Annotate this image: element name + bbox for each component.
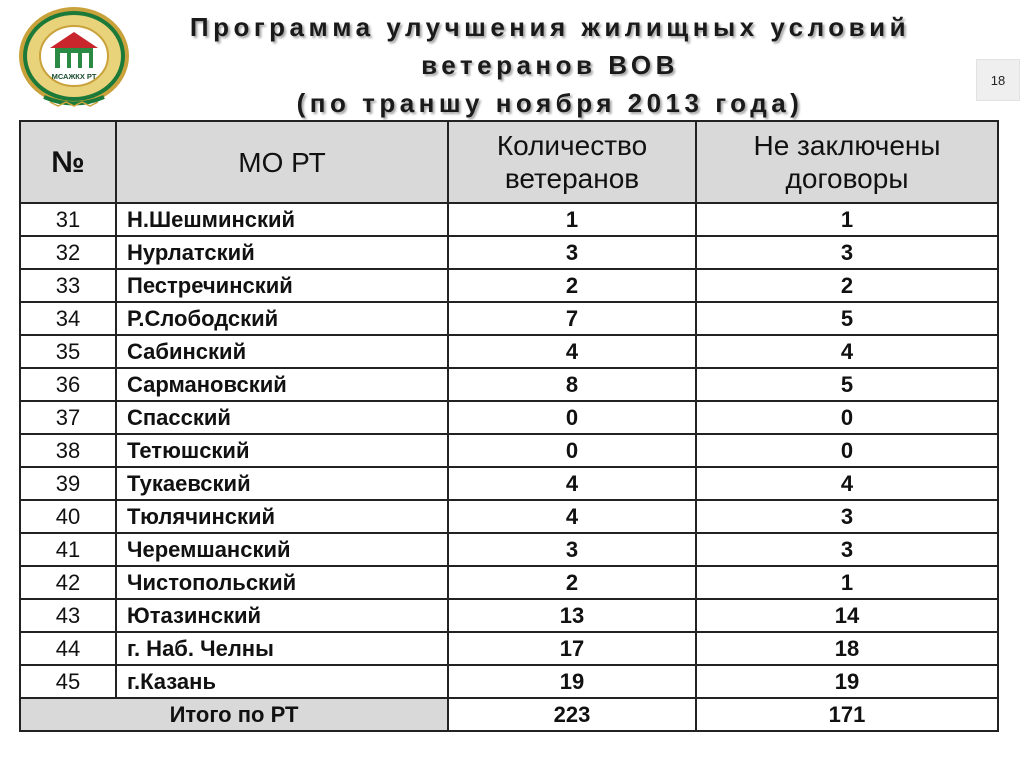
row-veterans: 4 bbox=[448, 467, 696, 500]
row-district: г. Наб. Челны bbox=[116, 632, 448, 665]
table-row bbox=[20, 302, 998, 335]
row-veterans: 0 bbox=[448, 434, 696, 467]
row-not-concluded: 3 bbox=[696, 533, 998, 566]
row-num: 33 bbox=[20, 269, 116, 302]
header-mo: МО РТ bbox=[116, 121, 448, 203]
table-row bbox=[20, 533, 998, 566]
row-veterans: 2 bbox=[448, 269, 696, 302]
row-veterans: 7 bbox=[448, 302, 696, 335]
total-label: Итого по РТ bbox=[20, 698, 448, 731]
row-num: 32 bbox=[20, 236, 116, 269]
title-line-3: (по траншу ноября 2013 года) bbox=[296, 88, 804, 118]
row-num: 38 bbox=[20, 434, 116, 467]
row-num: 40 bbox=[20, 500, 116, 533]
row-num: 39 bbox=[20, 467, 116, 500]
header-not-concluded: Не заключены договоры bbox=[696, 121, 998, 203]
row-num: 36 bbox=[20, 368, 116, 401]
slide-number: 18 bbox=[976, 59, 1020, 101]
total-row bbox=[20, 698, 998, 731]
table-row bbox=[20, 203, 998, 236]
table-row bbox=[20, 401, 998, 434]
row-district: Тюлячинский bbox=[116, 500, 448, 533]
row-district: Тукаевский bbox=[116, 467, 448, 500]
row-district: Н.Шешминский bbox=[116, 203, 448, 236]
row-veterans: 19 bbox=[448, 665, 696, 698]
row-district: Тетюшский bbox=[116, 434, 448, 467]
row-not-concluded: 4 bbox=[696, 335, 998, 368]
row-num: 31 bbox=[20, 203, 116, 236]
row-not-concluded: 18 bbox=[696, 632, 998, 665]
title-line-1: Программа улучшения жилищных условий bbox=[189, 12, 911, 42]
table-row bbox=[20, 665, 998, 698]
row-veterans: 3 bbox=[448, 533, 696, 566]
veterans-table bbox=[19, 120, 999, 732]
table-row bbox=[20, 269, 998, 302]
row-num: 43 bbox=[20, 599, 116, 632]
row-district: Спасский bbox=[116, 401, 448, 434]
table-row bbox=[20, 566, 998, 599]
table-row bbox=[20, 368, 998, 401]
row-veterans: 4 bbox=[448, 335, 696, 368]
row-veterans: 17 bbox=[448, 632, 696, 665]
row-district: Р.Слободский bbox=[116, 302, 448, 335]
row-not-concluded: 0 bbox=[696, 401, 998, 434]
row-district: Пестречинский bbox=[116, 269, 448, 302]
row-not-concluded: 3 bbox=[696, 500, 998, 533]
row-district: Нурлатский bbox=[116, 236, 448, 269]
row-district: Черемшанский bbox=[116, 533, 448, 566]
row-veterans: 1 bbox=[448, 203, 696, 236]
table-header-row bbox=[20, 121, 998, 203]
row-not-concluded: 14 bbox=[696, 599, 998, 632]
logo-emblem bbox=[14, 4, 134, 112]
row-veterans: 2 bbox=[448, 566, 696, 599]
row-district: г.Казань bbox=[116, 665, 448, 698]
total-veterans: 223 bbox=[448, 698, 696, 731]
row-not-concluded: 5 bbox=[696, 368, 998, 401]
row-num: 34 bbox=[20, 302, 116, 335]
row-num: 35 bbox=[20, 335, 116, 368]
row-not-concluded: 1 bbox=[696, 566, 998, 599]
row-num: 44 bbox=[20, 632, 116, 665]
row-veterans: 13 bbox=[448, 599, 696, 632]
row-veterans: 0 bbox=[448, 401, 696, 434]
header-veterans: Количество ветеранов bbox=[448, 121, 696, 203]
table-row bbox=[20, 599, 998, 632]
row-not-concluded: 2 bbox=[696, 269, 998, 302]
row-not-concluded: 0 bbox=[696, 434, 998, 467]
row-num: 37 bbox=[20, 401, 116, 434]
row-num: 42 bbox=[20, 566, 116, 599]
header-num: № bbox=[20, 121, 116, 203]
row-veterans: 8 bbox=[448, 368, 696, 401]
row-district: Ютазинский bbox=[116, 599, 448, 632]
table-row bbox=[20, 632, 998, 665]
table-row bbox=[20, 500, 998, 533]
logo-text: МСАЖКХ РТ bbox=[51, 72, 97, 81]
row-district: Сабинский bbox=[116, 335, 448, 368]
title-line-2: ветеранов ВОВ bbox=[421, 50, 679, 80]
row-district: Сармановский bbox=[116, 368, 448, 401]
page-title bbox=[150, 8, 950, 122]
row-not-concluded: 5 bbox=[696, 302, 998, 335]
table-row bbox=[20, 467, 998, 500]
table-row bbox=[20, 335, 998, 368]
row-veterans: 4 bbox=[448, 500, 696, 533]
total-not-concluded: 171 bbox=[696, 698, 998, 731]
row-veterans: 3 bbox=[448, 236, 696, 269]
table-row bbox=[20, 236, 998, 269]
row-not-concluded: 4 bbox=[696, 467, 998, 500]
table-row bbox=[20, 434, 998, 467]
row-not-concluded: 3 bbox=[696, 236, 998, 269]
row-district: Чистопольский bbox=[116, 566, 448, 599]
row-not-concluded: 1 bbox=[696, 203, 998, 236]
row-not-concluded: 19 bbox=[696, 665, 998, 698]
row-num: 41 bbox=[20, 533, 116, 566]
row-num: 45 bbox=[20, 665, 116, 698]
